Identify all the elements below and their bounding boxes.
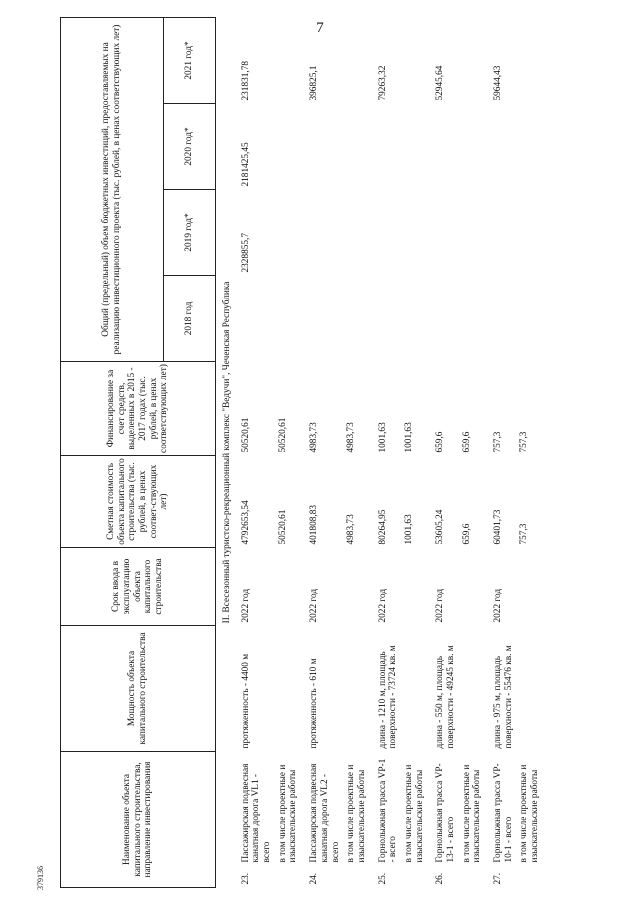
header-commissioning: Срок ввода в эксплуатацию объекта капитального строительства [61, 547, 216, 625]
financing: 659,6 [435, 431, 446, 453]
estimated-cost: 53605,24 [435, 509, 446, 545]
table-row [432, 17, 458, 887]
budget-2021 [516, 17, 547, 103]
budget-2020 [401, 103, 432, 189]
financing: 757,3 [493, 431, 504, 453]
estimated-cost: 4792653,54 [240, 500, 251, 545]
budget-2020 [306, 103, 343, 189]
row-number [459, 866, 490, 888]
object-name: в том числе проектные и изыскательские работы [346, 764, 367, 863]
financing: 1001,63 [377, 422, 388, 453]
estimated-cost: 659,6 [461, 523, 472, 545]
object-name: в том числе проектные и изыскательские работы [461, 764, 483, 863]
object-name: в том числе проектные и изыскательские работы [403, 764, 425, 863]
financing: 50520,61 [240, 417, 251, 453]
object-name: Горнолыжная трасса VP-13-1 - всего [435, 763, 456, 863]
object-name: в том числе проектные и изыскательские работы [519, 764, 541, 863]
budget-2019: 2328855,7 [240, 232, 251, 273]
budget-2018 [343, 275, 374, 361]
header-2018: 2018 год [164, 275, 216, 361]
commissioning: 2022 год [493, 588, 504, 623]
header-2021: 2021 год* [164, 17, 216, 103]
header-capacity: Мощность объекта капитального строительства [61, 625, 216, 751]
table-row [516, 17, 547, 887]
budget-2020 [490, 103, 516, 189]
table-row [490, 17, 516, 887]
row-number [275, 866, 306, 888]
estimated-cost: 4983,73 [346, 514, 357, 545]
header-name: Наименование объекта капитального строительства, направление инвестирования [61, 751, 216, 887]
budget-2018 [459, 275, 490, 361]
financing: 659,6 [461, 431, 472, 453]
budget-2021: 52945,64 [435, 65, 446, 101]
budget-2021 [459, 17, 490, 103]
commissioning [516, 547, 547, 625]
budget-2018 [275, 275, 306, 361]
header-estimated-cost: Сметная стоимость объекта капитального строительства (тыс. рублей, в ценах соответ-ствующих лет) [61, 455, 216, 547]
budget-2021: 231831,78 [240, 60, 251, 101]
section-row [216, 17, 238, 887]
capacity [459, 625, 490, 751]
capacity: длина - 1210 м, площадь поверхности - 73724 кв. м [377, 645, 399, 749]
budget-2021 [275, 17, 306, 103]
budget-2019 [401, 189, 432, 275]
commissioning [459, 547, 490, 625]
header-2020: 2020 год* [164, 103, 216, 189]
budget-2019 [490, 189, 516, 275]
budget-2019 [459, 189, 490, 275]
budget-2020 [516, 103, 547, 189]
capacity: длина - 550 м, площадь поверхности - 49245 кв. м [435, 645, 456, 749]
budget-2020 [275, 103, 306, 189]
estimated-cost: 757,3 [519, 523, 530, 545]
budget-2020 [375, 103, 401, 189]
budget-2018 [306, 275, 343, 361]
page-number: 7 [316, 20, 324, 36]
estimated-cost: 1001,63 [403, 514, 414, 545]
commissioning: 2022 год [377, 588, 388, 623]
capacity: длина - 975 м, площадь поверхности - 55476 кв. м [493, 645, 514, 749]
row-number: 26. [435, 872, 446, 885]
commissioning [343, 547, 374, 625]
budget-2018 [401, 275, 432, 361]
object-name: Горнолыжная трасса VP-10-1 - всего [493, 763, 514, 863]
financing: 50520,61 [277, 417, 288, 453]
table-row [401, 17, 432, 887]
budget-2019 [375, 189, 401, 275]
object-name: Пассажирская подвесная канатная дорога VL1 - всего [240, 763, 273, 863]
row-number [343, 866, 374, 888]
estimated-cost: 50520,61 [277, 509, 288, 545]
budget-2018 [238, 275, 275, 361]
budget-2021: 59644,43 [493, 65, 504, 101]
rotated-table-container [60, 18, 615, 888]
budget-2021 [343, 17, 374, 103]
capacity: протяженность - 4400 м [240, 653, 251, 749]
commissioning [275, 547, 306, 625]
header-financing: Финансирование за счет средств, выделенных в 2015 - 2017 годах (тыс. рублей, в ценах соответствующих лет) [61, 361, 216, 455]
table-row [375, 17, 401, 887]
estimated-cost: 60401,73 [493, 509, 504, 545]
budget-2019 [432, 189, 458, 275]
object-name: Пассажирская подвесная канатная дорога VL2 - всего [309, 763, 341, 863]
row-number [516, 866, 547, 888]
budget-2020 [432, 103, 458, 189]
table-row [238, 17, 275, 887]
budget-2018 [375, 275, 401, 361]
budget-2020 [459, 103, 490, 189]
object-name: Горнолыжная трасса VP-1 - всего [377, 758, 399, 863]
budget-2019 [343, 189, 374, 275]
capacity: протяженность - 610 м [309, 658, 320, 749]
commissioning [401, 547, 432, 625]
header-2019: 2019 год* [164, 189, 216, 275]
table-row [343, 17, 374, 887]
capacity [275, 625, 306, 751]
row-number: 23. [240, 872, 251, 885]
budget-2019 [516, 189, 547, 275]
row-number: 24. [309, 872, 320, 885]
object-name: в том числе проектные и изыскательские работы [277, 764, 299, 863]
table-row [459, 17, 490, 887]
row-number [401, 866, 432, 888]
commissioning: 2022 год [435, 588, 446, 623]
budget-2018 [516, 275, 547, 361]
estimated-cost: 401808,83 [309, 504, 320, 545]
budget-2019 [275, 189, 306, 275]
capacity [343, 625, 374, 751]
document-code: 379136 [36, 866, 45, 890]
section-title: II. Всесезонный туристско-рекреационный комплекс "Ведучи", Чеченская Республика [222, 281, 232, 624]
capacity [401, 625, 432, 751]
header-budget-group: Общий (предельный) объем бюджетных инвестиций, предоставляемых на реализацию инвестиционного проекта (тыс. рублей, в ценах соответствующих лет) [61, 17, 164, 361]
budget-2021: 396825,1 [309, 65, 320, 101]
table-row [306, 17, 343, 887]
table-row [275, 17, 306, 887]
estimated-cost: 80264,95 [377, 509, 388, 545]
investment-table [60, 17, 548, 888]
budget-2021: 79263,32 [377, 65, 388, 101]
financing: 4983,73 [346, 422, 357, 453]
capacity [516, 625, 547, 751]
budget-2020 [343, 103, 374, 189]
commissioning: 2022 год [240, 588, 251, 623]
budget-2018 [432, 275, 458, 361]
budget-2020: 2181425,45 [240, 142, 251, 187]
financing: 4983,73 [309, 422, 320, 453]
row-number: 27. [493, 872, 504, 885]
header-row-1 [61, 17, 164, 887]
financing: 757,3 [519, 431, 530, 453]
row-number: 25. [377, 872, 388, 885]
budget-2021 [401, 17, 432, 103]
budget-2019 [306, 189, 343, 275]
budget-2018 [490, 275, 516, 361]
commissioning: 2022 год [309, 588, 320, 623]
financing: 1001,63 [403, 422, 414, 453]
